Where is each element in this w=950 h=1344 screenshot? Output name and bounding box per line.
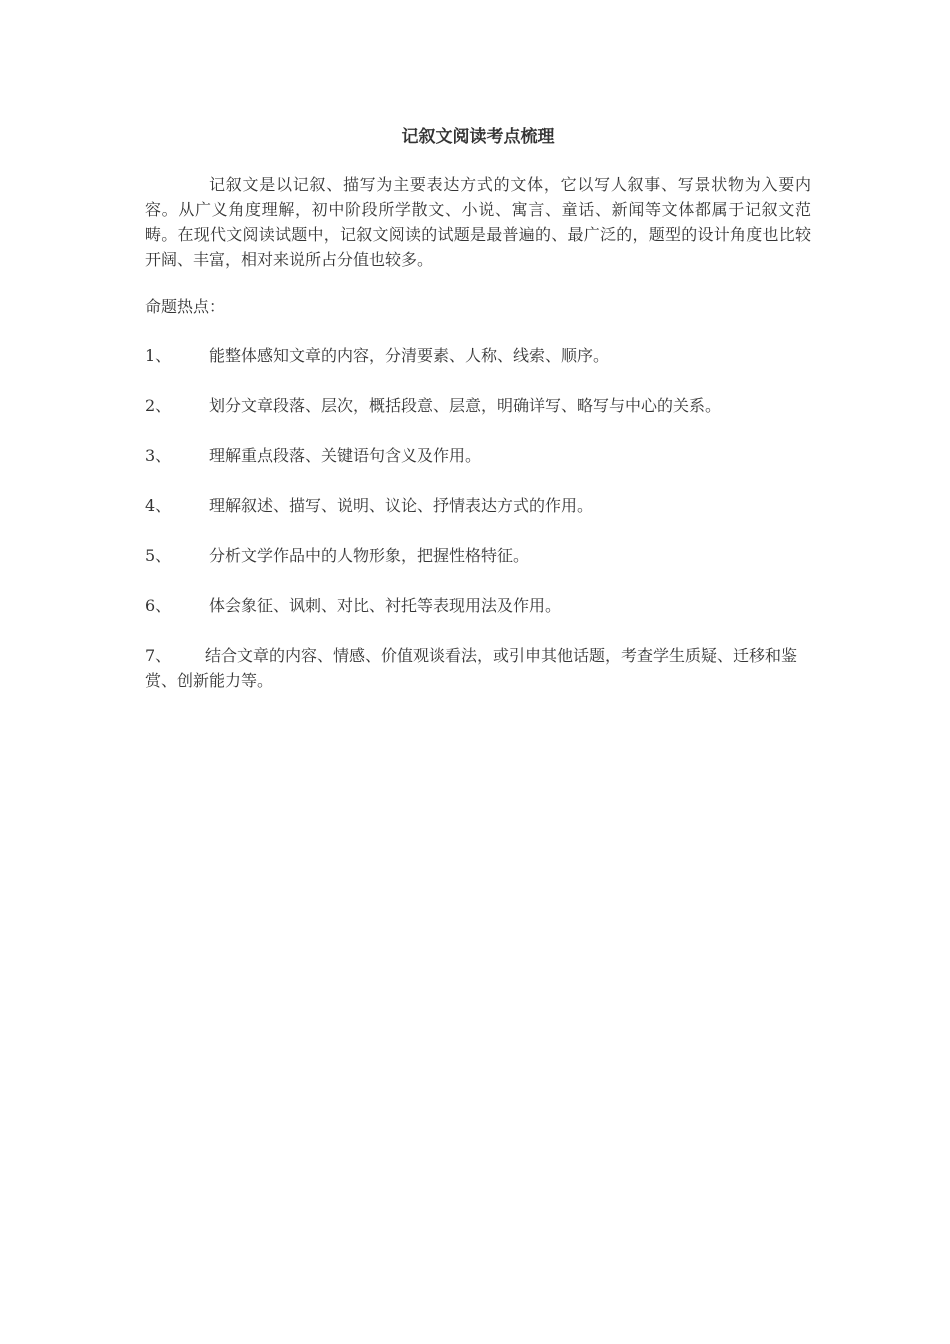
list-item-number: 1、 [145,346,172,365]
hot-topics-heading: 命题热点： [145,297,226,316]
list-item-text: 能整体感知文章的内容，分清要素、人称、线索、顺序。 [209,346,610,365]
list-item-text: 结合文章的内容、情感、价值观谈看法，或引申其他话题，考查学生质疑、迁移和鉴赏、创新能力等。 [145,646,798,690]
list-item [145,593,811,618]
list-item-number: 5、 [145,546,172,565]
list-item-number: 3、 [145,446,172,465]
list-item-text: 体会象征、讽刺、对比、衬托等表现用法及作用。 [209,596,562,615]
list-item-text: 理解叙述、描写、说明、议论、抒情表达方式的作用。 [209,496,594,515]
list-item [145,543,811,568]
list-item [145,493,811,518]
list-item [145,343,811,368]
list-item [145,643,811,693]
list-item-number: 7、 [145,646,172,665]
list-item-text: 理解重点段落、关键语句含义及作用。 [209,446,482,465]
list-item [145,393,811,418]
intro-paragraph: 记叙文是以记叙、描写为主要表达方式的文体，它以写人叙事、写景状物为入要内容。从广义角度理解，初中阶段所学散文、小说、寓言、童话、新闻等文体都属于记叙文范畴。在现代文阅读试题中，记叙文阅读的试题是最普遍的、最广泛的，题型的设计角度也比较开阔、丰富，相对来说所占分值也较多。 [145,175,811,269]
list-item-number: 2、 [145,396,172,415]
list-item-text: 划分文章段落、层次，概括段意、层意，明确详写、略写与中心的关系。 [209,396,722,415]
list-item [145,443,811,468]
hot-topics-list [145,343,811,693]
document-body [145,124,811,718]
list-item-number: 6、 [145,596,172,615]
document-title: 记叙文阅读考点梳理 [401,127,555,147]
list-item-text: 分析文学作品中的人物形象，把握性格特征。 [209,546,530,565]
list-item-number: 4、 [145,496,172,515]
